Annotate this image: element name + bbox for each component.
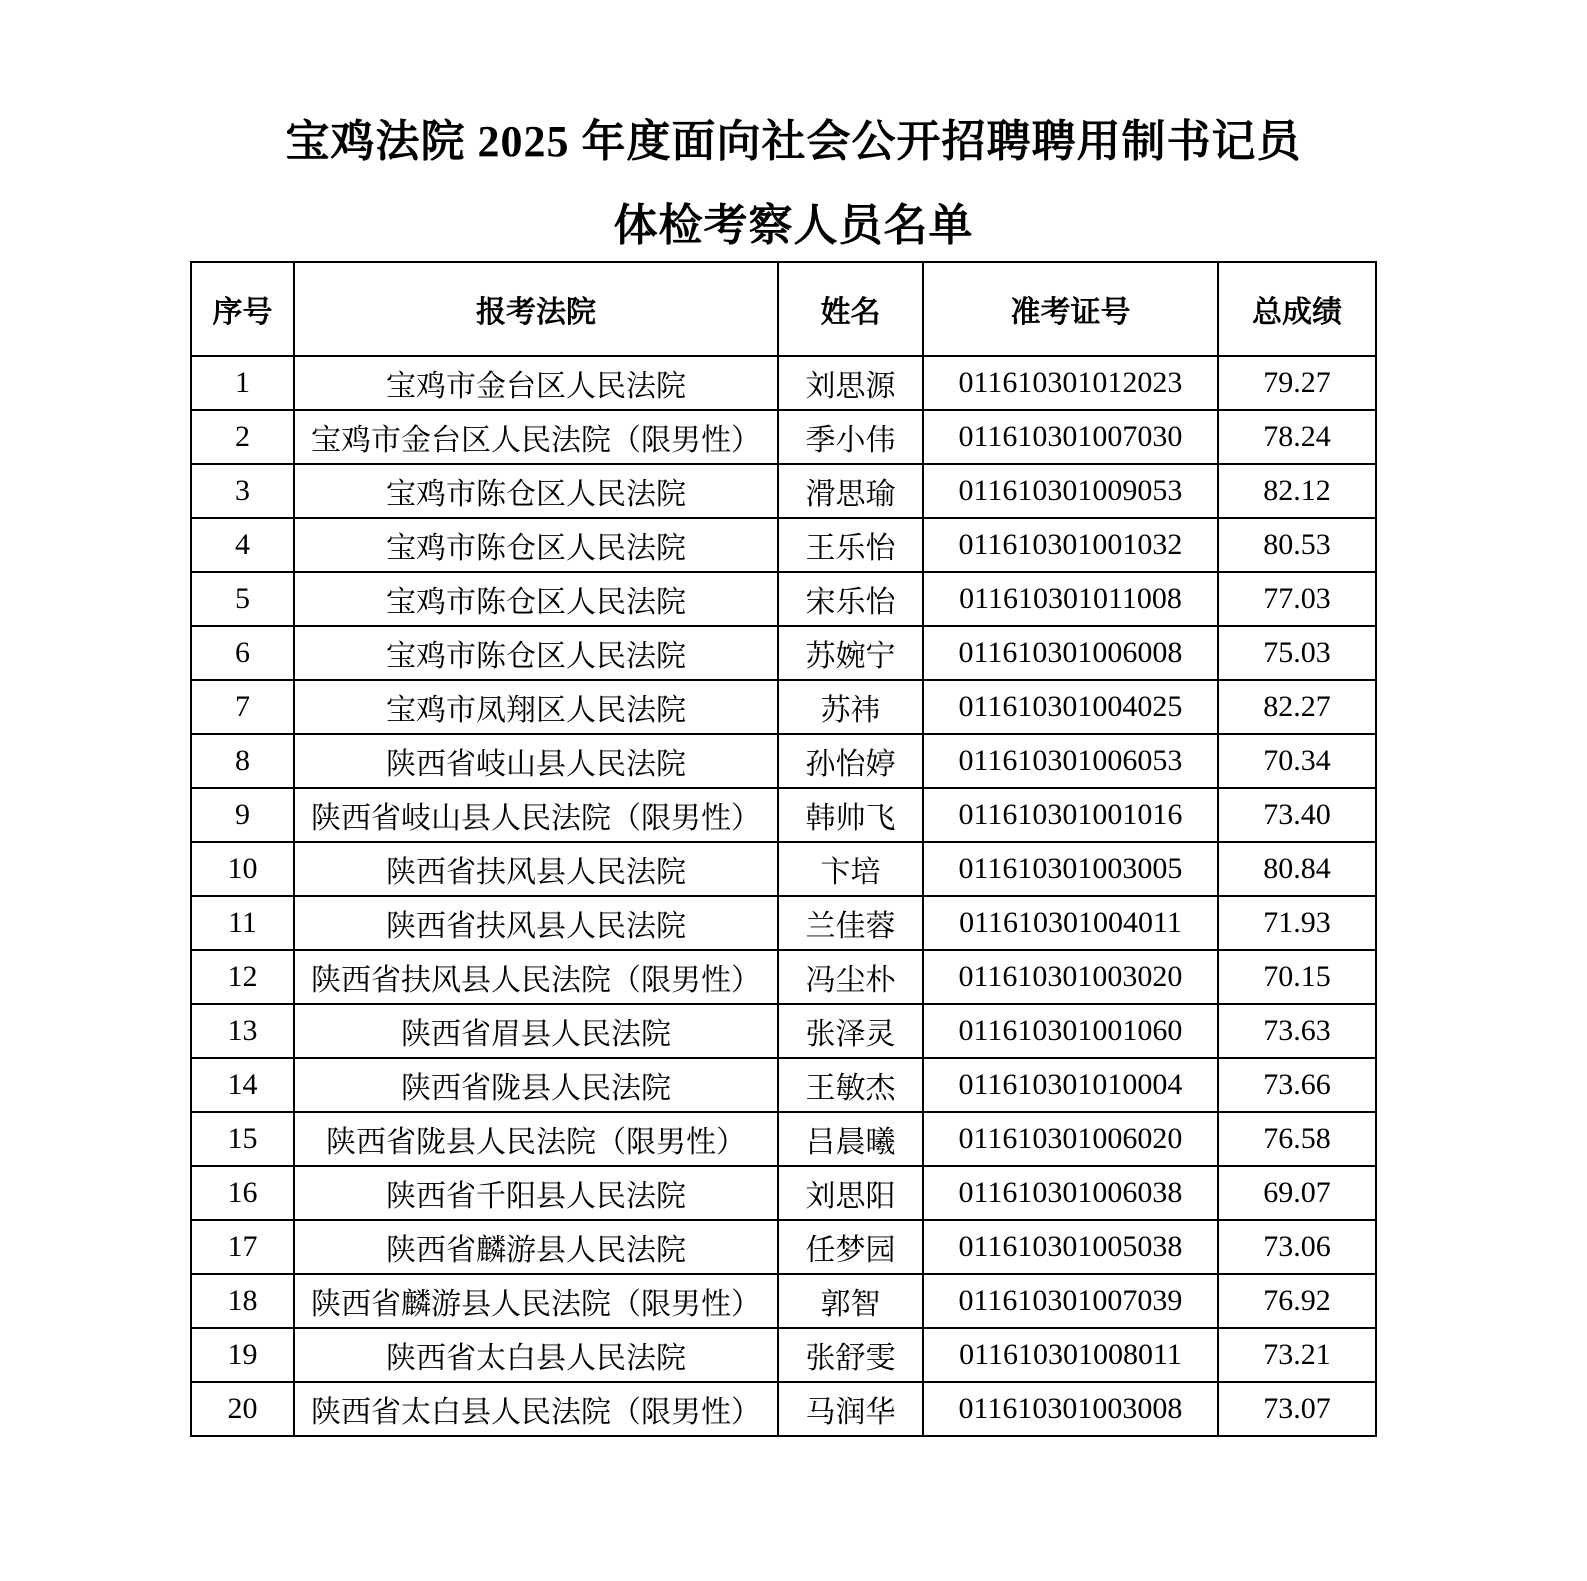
cell-ticket-number: 011610301007030 [923, 410, 1218, 464]
cell-ticket-number: 011610301011008 [923, 572, 1218, 626]
cell-ticket-number: 011610301009053 [923, 464, 1218, 518]
cell-index: 20 [191, 1382, 294, 1436]
cell-name: 任梦园 [778, 1220, 923, 1274]
cell-ticket-number: 011610301008011 [923, 1328, 1218, 1382]
cell-index: 1 [191, 356, 294, 410]
col-header-index: 序号 [191, 262, 294, 356]
cell-court: 宝鸡市陈仓区人民法院 [294, 626, 778, 680]
cell-ticket-number: 011610301001060 [923, 1004, 1218, 1058]
cell-name: 刘思源 [778, 356, 923, 410]
cell-name: 季小伟 [778, 410, 923, 464]
table-header-row [191, 262, 1376, 356]
cell-ticket-number: 011610301006008 [923, 626, 1218, 680]
cell-index: 13 [191, 1004, 294, 1058]
cell-court: 陕西省麟游县人民法院（限男性） [294, 1274, 778, 1328]
cell-ticket-number: 011610301003008 [923, 1382, 1218, 1436]
document-title-line2: 体检考察人员名单 [613, 201, 974, 251]
cell-name: 韩帅飞 [778, 788, 923, 842]
cell-index: 6 [191, 626, 294, 680]
cell-index: 15 [191, 1112, 294, 1166]
cell-total-score: 79.27 [1218, 356, 1376, 410]
cell-total-score: 70.15 [1218, 950, 1376, 1004]
cell-court: 宝鸡市陈仓区人民法院 [294, 464, 778, 518]
cell-court: 陕西省眉县人民法院 [294, 1004, 778, 1058]
cell-total-score: 82.27 [1218, 680, 1376, 734]
cell-index: 17 [191, 1220, 294, 1274]
table-row [191, 1382, 1376, 1436]
table-row [191, 356, 1376, 410]
cell-name: 苏婉宁 [778, 626, 923, 680]
table-row [191, 1004, 1376, 1058]
col-header-ticket-number: 准考证号 [923, 262, 1218, 356]
table-row [191, 950, 1376, 1004]
table-row [191, 410, 1376, 464]
cell-court: 宝鸡市陈仓区人民法院 [294, 518, 778, 572]
cell-index: 5 [191, 572, 294, 626]
cell-court: 陕西省岐山县人民法院（限男性） [294, 788, 778, 842]
cell-name: 王乐怡 [778, 518, 923, 572]
cell-index: 7 [191, 680, 294, 734]
cell-court: 陕西省岐山县人民法院 [294, 734, 778, 788]
cell-ticket-number: 011610301003005 [923, 842, 1218, 896]
table-row [191, 896, 1376, 950]
cell-ticket-number: 011610301010004 [923, 1058, 1218, 1112]
table-row [191, 572, 1376, 626]
cell-ticket-number: 011610301001016 [923, 788, 1218, 842]
cell-total-score: 75.03 [1218, 626, 1376, 680]
table-row [191, 788, 1376, 842]
cell-total-score: 73.40 [1218, 788, 1376, 842]
cell-total-score: 80.84 [1218, 842, 1376, 896]
cell-name: 卞培 [778, 842, 923, 896]
cell-total-score: 82.12 [1218, 464, 1376, 518]
cell-name: 宋乐怡 [778, 572, 923, 626]
table-row [191, 680, 1376, 734]
cell-court: 陕西省太白县人民法院（限男性） [294, 1382, 778, 1436]
cell-index: 2 [191, 410, 294, 464]
cell-ticket-number: 011610301012023 [923, 356, 1218, 410]
cell-total-score: 76.58 [1218, 1112, 1376, 1166]
cell-name: 张泽灵 [778, 1004, 923, 1058]
table-row [191, 1274, 1376, 1328]
col-header-name: 姓名 [778, 262, 923, 356]
cell-name: 马润华 [778, 1382, 923, 1436]
cell-court: 宝鸡市凤翔区人民法院 [294, 680, 778, 734]
cell-name: 张舒雯 [778, 1328, 923, 1382]
cell-court: 宝鸡市金台区人民法院（限男性） [294, 410, 778, 464]
cell-total-score: 73.06 [1218, 1220, 1376, 1274]
cell-ticket-number: 011610301006038 [923, 1166, 1218, 1220]
cell-name: 兰佳蓉 [778, 896, 923, 950]
cell-index: 18 [191, 1274, 294, 1328]
cell-index: 14 [191, 1058, 294, 1112]
cell-index: 8 [191, 734, 294, 788]
cell-court: 陕西省千阳县人民法院 [294, 1166, 778, 1220]
cell-total-score: 77.03 [1218, 572, 1376, 626]
cell-total-score: 73.21 [1218, 1328, 1376, 1382]
cell-ticket-number: 011610301007039 [923, 1274, 1218, 1328]
cell-total-score: 76.92 [1218, 1274, 1376, 1328]
document-title-line1: 宝鸡法院 2025 年度面向社会公开招聘聘用制书记员 [285, 117, 1302, 166]
cell-ticket-number: 011610301005038 [923, 1220, 1218, 1274]
table-row [191, 464, 1376, 518]
cell-total-score: 69.07 [1218, 1166, 1376, 1220]
table-row [191, 1328, 1376, 1382]
cell-ticket-number: 011610301006053 [923, 734, 1218, 788]
cell-name: 苏祎 [778, 680, 923, 734]
cell-total-score: 78.24 [1218, 410, 1376, 464]
cell-ticket-number: 011610301003020 [923, 950, 1218, 1004]
table-body [191, 356, 1376, 1436]
cell-total-score: 80.53 [1218, 518, 1376, 572]
cell-index: 9 [191, 788, 294, 842]
cell-total-score: 70.34 [1218, 734, 1376, 788]
cell-index: 16 [191, 1166, 294, 1220]
cell-index: 12 [191, 950, 294, 1004]
cell-court: 宝鸡市陈仓区人民法院 [294, 572, 778, 626]
cell-total-score: 71.93 [1218, 896, 1376, 950]
cell-court: 陕西省扶风县人民法院 [294, 896, 778, 950]
table-row [191, 1220, 1376, 1274]
table-row [191, 734, 1376, 788]
cell-index: 10 [191, 842, 294, 896]
table-row [191, 842, 1376, 896]
cell-court: 陕西省扶风县人民法院（限男性） [294, 950, 778, 1004]
candidates-table [190, 261, 1377, 1437]
cell-name: 孙怡婷 [778, 734, 923, 788]
cell-court: 陕西省太白县人民法院 [294, 1328, 778, 1382]
cell-court: 陕西省陇县人民法院（限男性） [294, 1112, 778, 1166]
cell-index: 11 [191, 896, 294, 950]
cell-name: 郭智 [778, 1274, 923, 1328]
cell-total-score: 73.63 [1218, 1004, 1376, 1058]
cell-ticket-number: 011610301006020 [923, 1112, 1218, 1166]
cell-name: 刘思阳 [778, 1166, 923, 1220]
table-row [191, 1112, 1376, 1166]
cell-court: 陕西省陇县人民法院 [294, 1058, 778, 1112]
cell-total-score: 73.07 [1218, 1382, 1376, 1436]
cell-name: 王敏杰 [778, 1058, 923, 1112]
table-row [191, 1058, 1376, 1112]
cell-court: 陕西省扶风县人民法院 [294, 842, 778, 896]
cell-ticket-number: 011610301001032 [923, 518, 1218, 572]
cell-name: 冯尘朴 [778, 950, 923, 1004]
table-row [191, 518, 1376, 572]
cell-index: 4 [191, 518, 294, 572]
cell-index: 3 [191, 464, 294, 518]
cell-index: 19 [191, 1328, 294, 1382]
cell-court: 宝鸡市金台区人民法院 [294, 356, 778, 410]
cell-court: 陕西省麟游县人民法院 [294, 1220, 778, 1274]
table-row [191, 1166, 1376, 1220]
cell-ticket-number: 011610301004011 [923, 896, 1218, 950]
cell-name: 吕晨曦 [778, 1112, 923, 1166]
table-row [191, 626, 1376, 680]
cell-total-score: 73.66 [1218, 1058, 1376, 1112]
col-header-court: 报考法院 [294, 262, 778, 356]
cell-ticket-number: 011610301004025 [923, 680, 1218, 734]
col-header-total-score: 总成绩 [1218, 262, 1376, 356]
cell-name: 滑思瑜 [778, 464, 923, 518]
